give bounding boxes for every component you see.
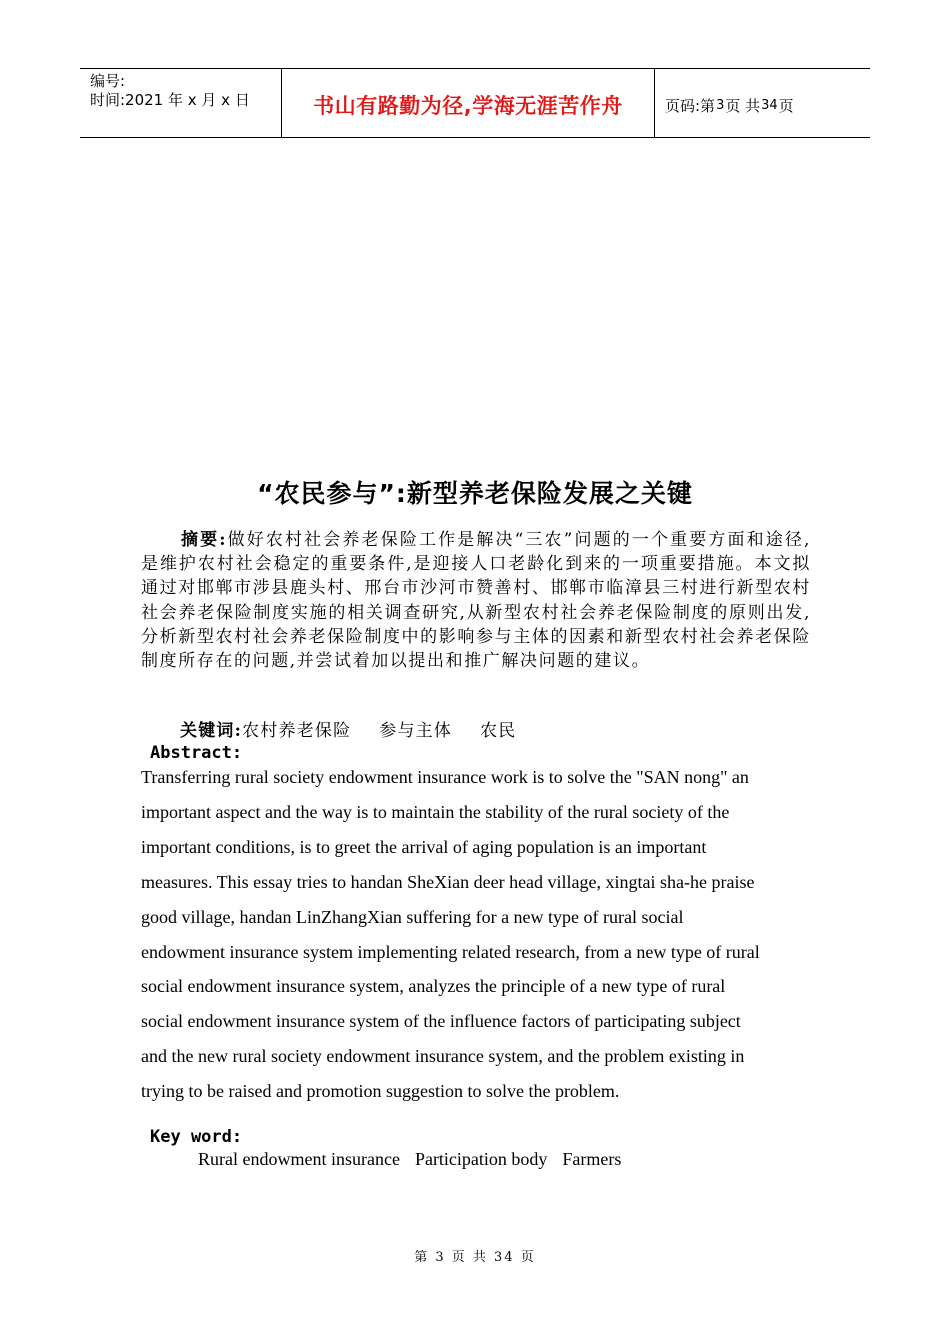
chinese-abstract — [141, 528, 811, 673]
page-suffix: 页 — [778, 96, 794, 115]
chinese-keyword: 参与主体 — [379, 721, 453, 741]
chinese-keyword: 农村养老保险 — [242, 721, 352, 741]
motto: 书山有路勤为径,学海无涯苦作舟 — [313, 94, 623, 118]
english-keyword: Rural endowment insurance — [198, 1149, 400, 1169]
header-page-info — [655, 69, 870, 137]
page-total: 34 — [761, 97, 778, 113]
abstract-line: important conditions, is to greet the arrival of aging population is an important — [141, 836, 707, 857]
abstract-line: Transferring rural society endowment insurance work is to solve the "SAN nong" an — [141, 767, 749, 787]
chinese-keywords-label: 关键词: — [180, 721, 243, 741]
number-label: 编号: — [90, 72, 126, 90]
abstract-line: endowment insurance system implementing related research, from a new type of rural — [141, 941, 760, 962]
abstract-line: important aspect and the way is to maintain the stability of the rural society of the — [141, 801, 730, 822]
abstract-line: and the new rural society endowment insurance system, and the problem existing in — [141, 1046, 745, 1067]
chinese-keywords — [180, 716, 517, 741]
english-keywords — [198, 1149, 621, 1170]
abstract-line: good village, handan LinZhangXian suffering for a new type of rural social — [141, 906, 684, 927]
english-keyword: Participation body — [414, 1149, 548, 1169]
chinese-abstract-text: 做好农村社会养老保险工作是解决“三农”问题的一个重要方面和途径,是维护农村社会稳定的重要条件,是迎接人口老龄化到来的一项重要措施。本文拟通过对邯郸市涉县鹿头村、邢台市沙河市赞善村、邯郸市临漳县三村进行新型农村社会养老保险制度实施的相关调查研究,从新型农村社会养老保险制度的原则出发,分析新型农村社会养老保险制度中的影响参与主体的因素和新型农村社会养老保险制度所存在的问题,并尝试着加以提出和推广解决问题的建议。 — [141, 530, 812, 672]
abstract-line: measures. This essay tries to handan SheXian deer head village, xingtai sha-he praise — [141, 871, 755, 892]
english-keywords-label: Key word: — [150, 1127, 243, 1147]
page-number: 3 — [716, 97, 725, 113]
page-mid: 页 共 — [725, 96, 761, 115]
abstract-line: trying to be raised and promotion suggestion to solve the problem. — [141, 1081, 620, 1102]
time-label: 时间:2021 年 x 月 x 日 — [90, 91, 250, 109]
document-title: “农民参与”:新型养老保险发展之关键 — [257, 479, 693, 508]
chinese-abstract-label: 摘要: — [181, 530, 228, 550]
english-keyword: Farmers — [562, 1149, 622, 1169]
page-footer: 第 3 页 共 34 页 — [414, 1250, 536, 1265]
abstract-line: social endowment insurance system, analyzes the principle of a new type of rural — [141, 976, 726, 997]
chinese-keyword: 农民 — [480, 721, 517, 741]
header-motto-cell — [282, 69, 655, 137]
header-meta — [80, 69, 282, 137]
page-prefix: 页码:第 — [665, 96, 716, 115]
english-abstract — [141, 760, 816, 1109]
abstract-line: social endowment insurance system of the influence factors of participating subject — [141, 1011, 741, 1032]
english-abstract-label: Abstract: — [150, 743, 243, 763]
page-header — [80, 68, 870, 138]
